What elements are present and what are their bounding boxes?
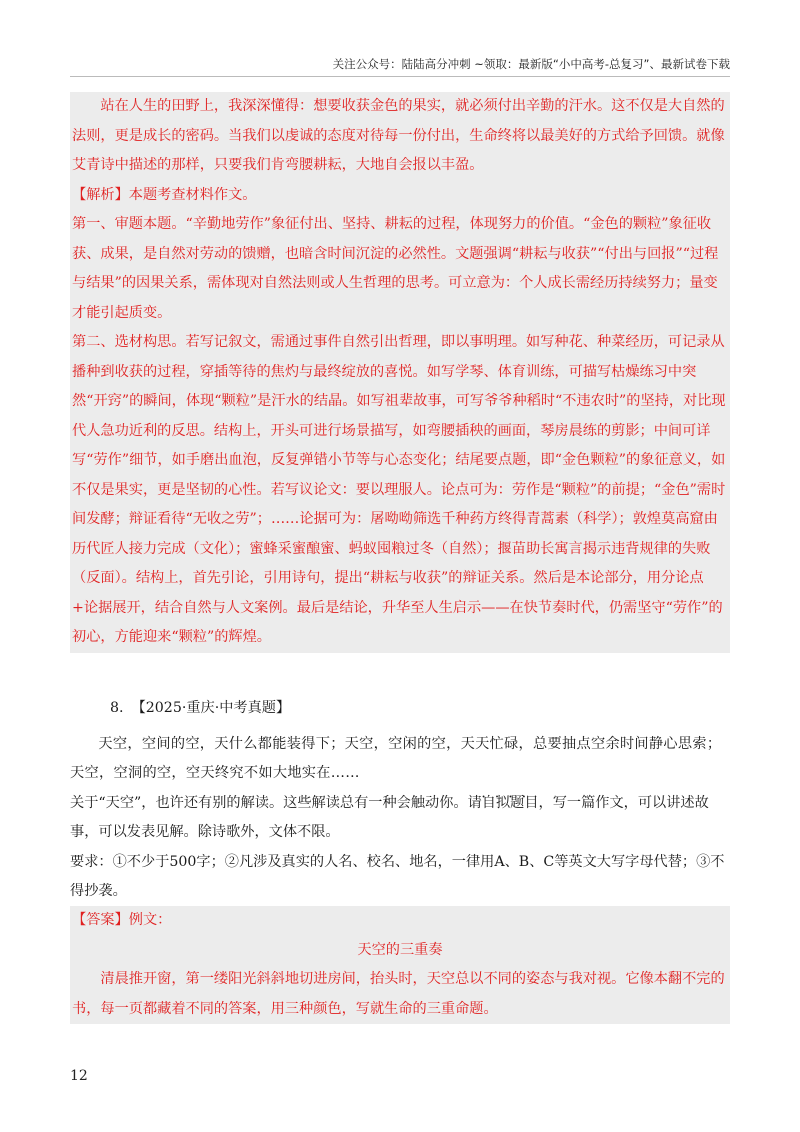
question-number: 8. (110, 700, 124, 716)
answer-label-line (72, 906, 728, 936)
page-header: 关注公众号：陆陆高分冲刺 ~领取：最新版“小中高考-总复习”、最新试卷下载 (332, 57, 730, 71)
emphasis-dotted-text: • • • • 自拟题目 (482, 795, 539, 811)
header-divider (70, 76, 730, 77)
prompt-text-after: ，写一篇作文，可以讲述故事，可以发表见解。除诗歌外，文体不限。 (70, 794, 709, 840)
question-prompt (70, 789, 730, 848)
answer-label-suffix: 例文： (128, 912, 172, 928)
question-8-block (70, 694, 730, 907)
previous-answer-block (70, 92, 730, 653)
analysis-label: 【解析】 (72, 186, 129, 203)
answer-label: 【答案】 (72, 912, 129, 928)
question-title (70, 694, 730, 724)
analysis-intro-line (72, 181, 728, 211)
question-requirements: 要求：①不少于500字；②凡涉及真实的人名、校名、地名，一律用A、B、C等英文大写字母代替；③不得抄袭。 (70, 853, 725, 899)
analysis-paragraph-2: 第二、选材构思。若写记叙文，需通过事件自然引出哲理，即以事明理。如写种花、种菜经历，可记录从播种到收获的过程，穿插等待的焦灼与最终绽放的喜悦。如写学琴、体育训练，可描写枯燥练习中突然“开窍”的瞬间，体现“颗粒”是汗水的结晶。如写祖辈故事，可写爷爷种稻时“不违农时”的坚持，对比现代人急功近利的反思。结构上，开头可进行场景描写，如弯腰插秧的画面，琴房晨练的剪影；中间可详写“劳作”细节，如手磨出血泡，反复弹错小节等与心态变化；结尾要点题，即“金色颗粒”的象征意义，如不仅是果实，更是坚韧的心性。若写议论文：要以理服人。论点可为：劳作是“颗粒”的前提；“金色”需时间发酵；辩证看待“无收之劳”；……论据可为：屠呦呦筛选千种药方终得青蒿素（科学）；敦煌莫高窟由历代匠人接力完成（文化）；蜜蜂采蜜酿蜜、蚂蚁囤粮过冬（自然）；揠苗助长寓言揭示违背规律的失败（反面）。结构上，首先引论，引用诗句，提出“耕耘与收获”的辩证关系。然后是本论部分，用分论点+论据展开，结合自然与人文案例。最后是结论，升华至人生启示——在快节奏时代，仍需坚守“劳作”的初心，方能迎来“颗粒”的辉煌。 (72, 334, 726, 645)
analysis-intro: 本题考查材料作文。 (128, 186, 257, 203)
analysis-paragraph-1: 第一、审题本题。“辛勤地劳作”象征付出、坚持、耕耘的过程，体现努力的价值。“金色的颗粒”象征收获、成果，是自然对劳动的馈赠，也暗含时间沉淀的必然性。文题强调“耕耘与收获”“付出与回报”“过程与结果”的因果关系，需体现对自然法则或人生哲理的思考。可立意为：个人成长需经历持续努力；量变才能引起质变。 (72, 216, 719, 321)
essay-paragraph-1: 清晨推开窗，第一缕阳光斜斜地切进房间，抬头时，天空总以不同的姿态与我对视。它像本翻不完的书，每一页都藏着不同的答案，用三种颜色，写就生命的三重命题。 (72, 971, 725, 1017)
answer-block (70, 906, 730, 1024)
prompt-text-before: 关于“天空”，也许还有别的解读。这些解读总有一种会触动你。请 (70, 794, 482, 811)
poem-line-2: 天空，空洞的空，空天终究不如大地实在…… (70, 765, 360, 781)
page-number: 12 (70, 1068, 88, 1084)
essay-title: 天空的三重奏 (357, 941, 443, 958)
poem-line-1: 天空，空间的空，天什么都能装得下；天空，空闲的空，天天忙碌，总要抽点空余时间静心思索； (98, 735, 722, 752)
essay-conclusion-paragraph: 站在人生的田野上，我深深懂得：想要收获金色的果实，就必须付出辛勤的汗水。这不仅是大自然的法则，更是成长的密码。当我们以虔诚的态度对待每一份付出，生命终将以最美好的方式给予回馈。就像艾青诗中描述的那样，只要我们肯弯腰耕耘，大地自会报以丰盈。 (72, 98, 725, 173)
question-source: 【2025·重庆·中考真题】 (131, 700, 291, 716)
